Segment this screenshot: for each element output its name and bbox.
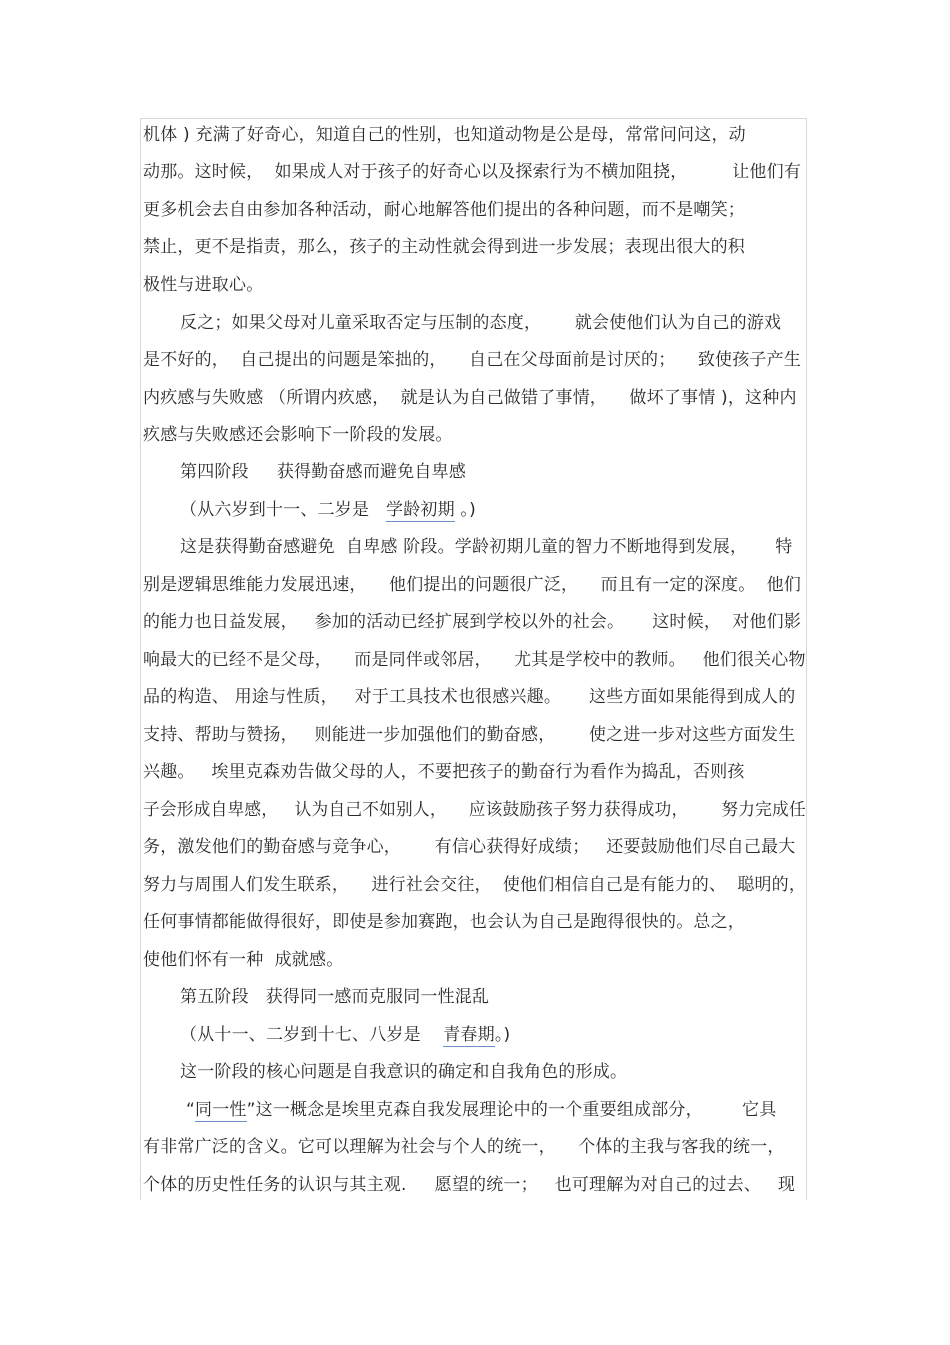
text-line bbox=[143, 232, 745, 262]
text-segment: 极性与进取心。 bbox=[143, 275, 264, 295]
text-segment: 支持、帮助与赞扬， 则能进一步加强他们的勤奋感， 使之进一步对这些方面发生 bbox=[143, 725, 796, 745]
underlined-term: 青春期 bbox=[443, 1025, 495, 1045]
text-line bbox=[143, 682, 795, 712]
text-line bbox=[143, 270, 263, 300]
underlined-term: 学龄初期 bbox=[386, 500, 455, 520]
text-segment: （从六岁到十一、二岁是 bbox=[180, 500, 387, 520]
text-segment: 这是获得勤奋感避免 自卑感 阶段。学龄初期儿童的智力不断地得到发展， 特 bbox=[180, 537, 793, 557]
text-line bbox=[143, 420, 453, 450]
text-line bbox=[143, 607, 801, 637]
text-segment: “ bbox=[186, 1100, 196, 1120]
text-line bbox=[143, 720, 795, 750]
text-line bbox=[143, 195, 745, 225]
text-segment: 更多机会去自由参加各种活动，耐心地解答他们提出的各种问题，而不是嘲笑； bbox=[143, 200, 745, 220]
text-line bbox=[143, 795, 806, 825]
text-line bbox=[143, 645, 806, 675]
text-segment: 疚感与失败感还会影响下一阶段的发展。 bbox=[143, 425, 453, 445]
text-line bbox=[143, 157, 801, 187]
text-segment: 响最大的已经不是父母， 而是同伴或邻居， 尤其是学校中的教师。 他们很关心物 bbox=[143, 650, 806, 670]
text-segment: 。) bbox=[454, 500, 476, 520]
text-line bbox=[143, 757, 745, 787]
text-segment: （从十一、二岁到十七、八岁是 bbox=[180, 1025, 444, 1045]
text-segment: 机体 ) 充满了好奇心，知道自己的性别，也知道动物是公是母，常常问问这，动 bbox=[143, 125, 746, 145]
text-line bbox=[186, 1095, 776, 1125]
page-frame-right-border bbox=[806, 118, 807, 1200]
text-segment: 使他们怀有一种 成就感。 bbox=[143, 950, 344, 970]
text-line bbox=[143, 832, 795, 862]
page-frame-top-border bbox=[140, 118, 807, 119]
text-segment: 子会形成自卑感， 认为自己不如别人， 应该鼓励孩子努力获得成功， 努力完成任 bbox=[143, 800, 806, 820]
text-segment: 。) bbox=[494, 1025, 511, 1045]
text-segment: 务，激发他们的勤奋感与竞争心， 有信心获得好成绩； 还要鼓励他们尽自己最大 bbox=[143, 837, 796, 857]
text-line bbox=[143, 945, 343, 975]
text-segment: 动那。这时候， 如果成人对于孩子的好奇心以及探索行为不横加阻挠， 让他们有 bbox=[143, 162, 802, 182]
text-line bbox=[143, 120, 746, 150]
text-line bbox=[143, 870, 806, 900]
text-line bbox=[180, 982, 489, 1012]
text-segment: 第五阶段 获得同一感而克服同一性混乱 bbox=[180, 987, 490, 1007]
text-segment: 个体的历史性任务的认识与其主观. 愿望的统一； 也可理解为对自己的过去、 现 bbox=[143, 1175, 796, 1195]
text-segment: 兴趣。 埃里克森劝告做父母的人，不要把孩子的勤奋行为看作为捣乱，否则孩 bbox=[143, 762, 745, 782]
text-segment: 禁止，更不是指责，那么，孩子的主动性就会得到进一步发展；表现出很大的积 bbox=[143, 237, 745, 257]
text-segment: 的能力也日益发展， 参加的活动已经扩展到学校以外的社会。 这时候， 对他们影 bbox=[143, 612, 802, 632]
text-segment: 反之；如果父母对儿童采取否定与压制的态度， 就会使他们认为自己的游戏 bbox=[180, 313, 782, 333]
text-line bbox=[143, 1132, 785, 1162]
text-segment: 是不好的， 自己提出的问题是笨拙的， 自己在父母面前是讨厌的； 致使孩子产生 bbox=[143, 350, 802, 370]
text-line bbox=[143, 1170, 795, 1200]
text-segment: 第四阶段 获得勤奋感而避免自卑感 bbox=[180, 462, 467, 482]
text-line bbox=[180, 457, 466, 487]
text-segment: 有非常广泛的含义。它可以理解为社会与个人的统一， 个体的主我与客我的统一， bbox=[143, 1137, 785, 1157]
text-line bbox=[143, 345, 801, 375]
text-segment: 品的构造、 用途与性质， 对于工具技术也很感兴趣。 这些方面如果能得到成人的 bbox=[143, 687, 796, 707]
text-segment: ”这一概念是埃里克森自我发展理论中的一个重要组成部分， 它具 bbox=[246, 1100, 777, 1120]
text-line bbox=[180, 495, 476, 525]
text-segment: 这一阶段的核心问题是自我意识的确定和自我角色的形成。 bbox=[180, 1062, 628, 1082]
text-line bbox=[143, 907, 745, 937]
text-line bbox=[180, 308, 781, 338]
text-segment: 别是逻辑思维能力发展迅速， 他们提出的问题很广泛， 而且有一定的深度。 他们 bbox=[143, 575, 802, 595]
text-line bbox=[180, 1020, 510, 1050]
text-line bbox=[143, 570, 801, 600]
text-segment: 内疚感与失败感 （所谓内疚感， 就是认为自己做错了事情， 做坏了事情 )，这种内 bbox=[143, 388, 797, 408]
text-line bbox=[180, 1057, 627, 1087]
text-line bbox=[143, 383, 797, 413]
text-segment: 任何事情都能做得很好，即使是参加赛跑，也会认为自己是跑得很快的。总之， bbox=[143, 912, 745, 932]
page-frame-left-border bbox=[140, 118, 141, 1200]
text-line bbox=[180, 532, 792, 562]
underlined-term: 同一性 bbox=[195, 1100, 247, 1120]
text-segment: 努力与周围人们发生联系， 进行社会交往， 使他们相信自己是有能力的、 聪明的， bbox=[143, 875, 807, 895]
